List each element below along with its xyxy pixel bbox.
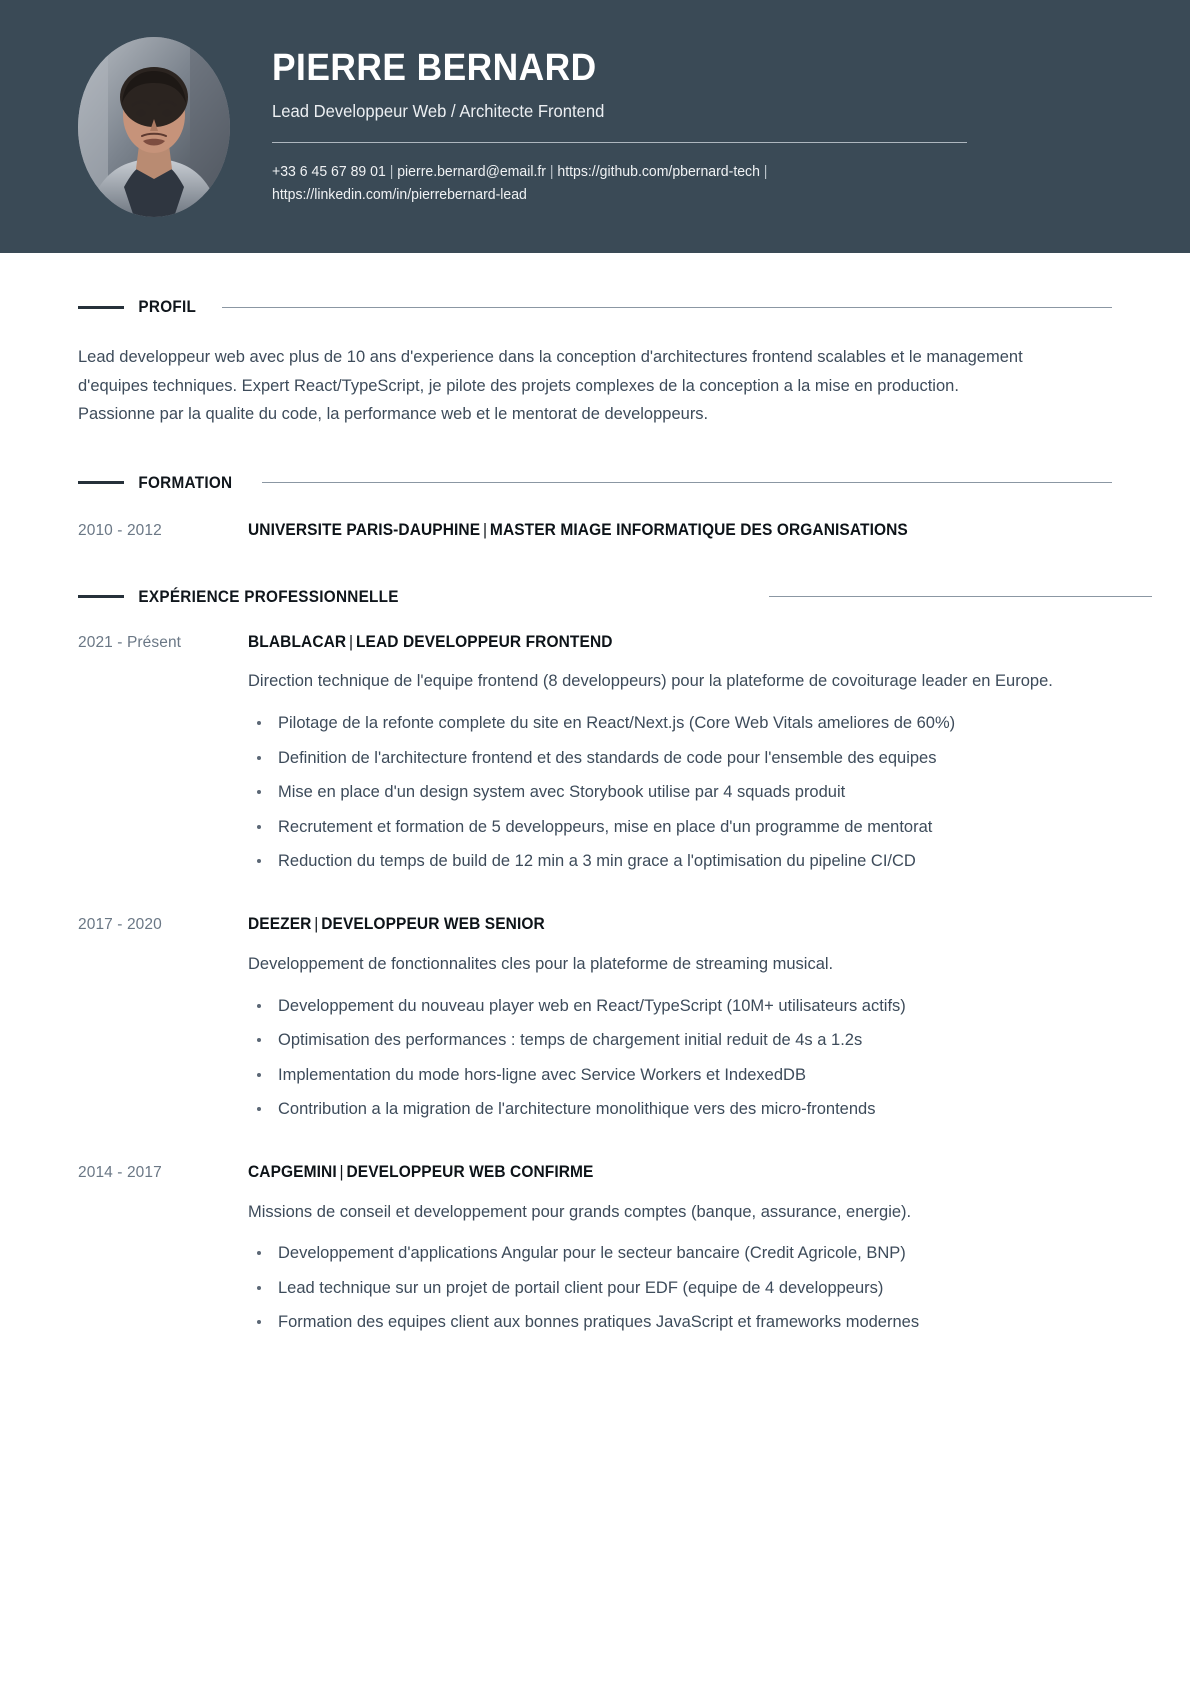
entry-dates: 2014 - 2017 bbox=[78, 1163, 162, 1181]
section-dash-icon bbox=[78, 481, 124, 484]
formation-entries bbox=[78, 519, 1112, 543]
entry-detail bbox=[248, 1161, 1112, 1344]
header-divider bbox=[272, 142, 967, 143]
entry-dates: 2010 - 2012 bbox=[78, 521, 162, 539]
section-dash-icon bbox=[78, 595, 124, 598]
contact-email[interactable]: pierre.bernard@email.fr bbox=[397, 163, 546, 180]
section-title-profil: PROFIL bbox=[138, 297, 197, 316]
list-item: Contribution a la migration de l'architecture monolithique vers des micro-frontends bbox=[248, 1096, 1102, 1124]
list-item: Developpement du nouveau player web en React/TypeScript (10M+ utilisateurs actifs) bbox=[248, 993, 1102, 1021]
formation-entry bbox=[78, 519, 1112, 543]
entry-spacer bbox=[78, 1131, 1112, 1139]
contact-phone: +33 6 45 67 89 01 bbox=[272, 163, 386, 180]
job-title: Lead Developpeur Web / Architecte Frontend bbox=[272, 100, 605, 121]
list-item: Pilotage de la refonte complete du site en React/Next.js (Core Web Vitals ameliores de 60%) bbox=[248, 710, 1102, 738]
contact-line bbox=[272, 161, 893, 208]
section-title-experience: EXPÉRIENCE PROFESSIONNELLE bbox=[138, 586, 399, 606]
entry-org: BLABLACAR bbox=[248, 632, 347, 651]
entry-heading bbox=[248, 519, 1051, 543]
cv-body bbox=[0, 297, 1190, 1344]
entry-role: LEAD DEVELOPPEUR FRONTEND bbox=[355, 632, 613, 651]
entry-heading bbox=[248, 631, 1051, 655]
entry-detail bbox=[248, 519, 1112, 543]
contact-separator: | bbox=[549, 163, 554, 180]
experience-entry bbox=[78, 631, 1112, 883]
entry-pipe: | bbox=[349, 632, 354, 651]
section-header-experience bbox=[78, 587, 1112, 607]
experience-entry bbox=[78, 913, 1112, 1131]
list-item: Formation des equipes client aux bonnes pratiques JavaScript et frameworks modernes bbox=[248, 1309, 1102, 1337]
entry-spacer bbox=[78, 883, 1112, 891]
entry-role: DEVELOPPEUR WEB SENIOR bbox=[321, 914, 545, 933]
entry-bullets bbox=[248, 1240, 1102, 1337]
section-header-profil bbox=[78, 297, 1112, 317]
list-item: Lead technique sur un projet de portail client pour EDF (equipe de 4 developpeurs) bbox=[248, 1275, 1102, 1303]
section-rule bbox=[769, 596, 1152, 597]
entry-detail bbox=[248, 631, 1112, 883]
entry-heading bbox=[248, 913, 1051, 937]
entry-heading bbox=[248, 1161, 1051, 1185]
contact-separator: | bbox=[389, 163, 394, 180]
entry-summary: Missions de conseil et developpement pour grands comptes (banque, assurance, energie). bbox=[248, 1202, 912, 1221]
list-item: Implementation du mode hors-ligne avec Service Workers et IndexedDB bbox=[248, 1062, 1102, 1090]
entry-bullets bbox=[248, 993, 1102, 1124]
list-item: Developpement d'applications Angular pour le secteur bancaire (Credit Agricole, BNP) bbox=[248, 1240, 1102, 1268]
page-title: PIERRE BERNARD bbox=[272, 47, 597, 90]
section-dash-icon bbox=[78, 306, 124, 309]
entry-org: UNIVERSITE PARIS-DAUPHINE bbox=[248, 520, 481, 539]
contact-separator: | bbox=[763, 163, 768, 180]
avatar-photo bbox=[78, 37, 230, 217]
entry-pipe: | bbox=[482, 520, 488, 539]
entry-role: MASTER MIAGE INFORMATIQUE DES ORGANISATIONS bbox=[489, 520, 908, 539]
entry-detail bbox=[248, 913, 1112, 1131]
experience-entries bbox=[78, 631, 1112, 1344]
section-rule bbox=[222, 307, 1112, 308]
list-item: Definition de l'architecture frontend et des standards de code pour l'ensemble des equipes bbox=[248, 745, 1102, 773]
entry-pipe: | bbox=[314, 914, 319, 933]
section-header-formation bbox=[78, 473, 1112, 493]
list-item: Optimisation des performances : temps de chargement initial reduit de 4s a 1.2s bbox=[248, 1027, 1102, 1055]
entry-org: CAPGEMINI bbox=[248, 1162, 337, 1181]
list-item: Recrutement et formation de 5 developpeurs, mise en place d'un programme de mentorat bbox=[248, 814, 1102, 842]
list-item: Mise en place d'un design system avec Storybook utilise par 4 squads produit bbox=[248, 779, 1102, 807]
section-rule bbox=[262, 482, 1112, 483]
section-title-formation: FORMATION bbox=[138, 472, 233, 492]
entry-dates: 2017 - 2020 bbox=[78, 915, 162, 933]
entry-org: DEEZER bbox=[248, 914, 312, 933]
contact-github[interactable]: https://github.com/pbernard-tech bbox=[557, 163, 760, 180]
entry-bullets bbox=[248, 710, 1102, 876]
entry-pipe: | bbox=[339, 1162, 344, 1181]
entry-dates: 2021 - Présent bbox=[78, 633, 182, 651]
entry-role: DEVELOPPEUR WEB CONFIRME bbox=[346, 1162, 594, 1181]
profil-text: Lead developpeur web avec plus de 10 ans d'experience dans la conception d'architectures frontend scalables et le management d'equipes techniques. Expert React/TypeScript, je pilote des projets complexes de la conception a la mise en production. Passionne par la qualite du code, la performance web et le mentorat de developpeurs. bbox=[78, 348, 1023, 424]
experience-entry bbox=[78, 1161, 1112, 1344]
header-text-block bbox=[272, 45, 984, 208]
list-item: Reduction du temps de build de 12 min a 3 min grace a l'optimisation du pipeline CI/CD bbox=[248, 848, 1102, 876]
entry-summary: Direction technique de l'equipe frontend (8 developpeurs) pour la plateforme de covoiturage leader en Europe. bbox=[248, 672, 1053, 691]
avatar bbox=[78, 37, 230, 217]
contact-linkedin[interactable]: https://linkedin.com/in/pierrebernard-lead bbox=[272, 187, 527, 204]
entry-summary: Developpement de fonctionnalites cles pour la plateforme de streaming musical. bbox=[248, 954, 834, 973]
cv-header bbox=[0, 0, 1190, 253]
